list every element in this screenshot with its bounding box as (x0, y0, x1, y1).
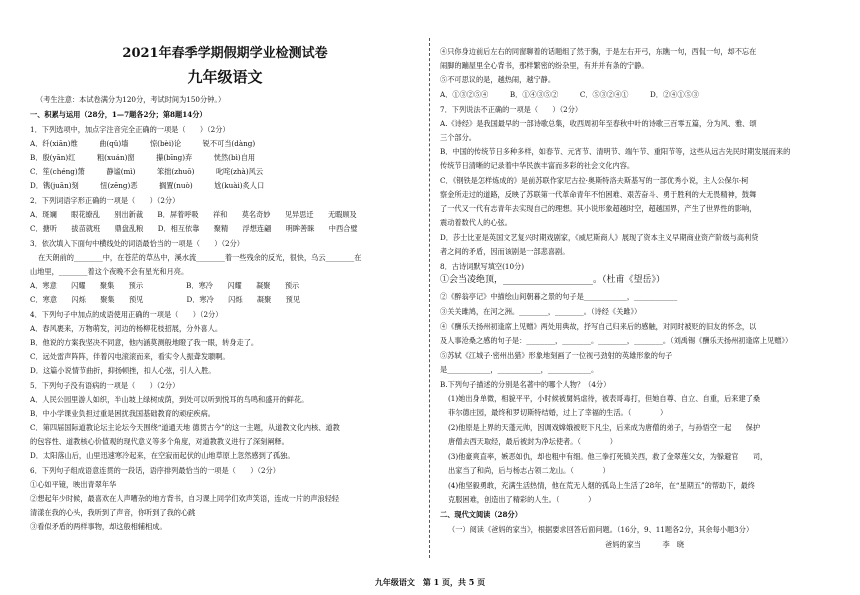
text-line: A．寒意 闪耀 聚集 预示 B．寒冷 闪耀 凝聚 预示 (30, 281, 300, 290)
text-line: ④《酬乐天扬州初逢席上见赠》两处用典故，抒写自己归来后的感触，对同时被贬的旧友的怀念，以 (440, 322, 757, 331)
text-line: 出家当了和尚，后与杨志占领二龙山。（ ） (448, 466, 610, 475)
text-line: C．寒意 闪烁 聚集 预见 D．寒冷 闪烁 凝聚 预见 (30, 295, 301, 304)
text-line: ①心如平镜，映出青翠年华 (30, 480, 117, 489)
text-line: B.下列句子描述的分别是名著中的哪个人物？（4分） (440, 380, 611, 389)
text-line: B．中国的传统节日多种多样，如春节、元宵节、清明节、端午节、重阳节等，这些从远古先民时期发展而来的 (440, 147, 791, 156)
text-line: D．这篇小说情节曲折，抑扬顿挫，扣人心弦，引人入胜。 (30, 366, 216, 375)
text-line: A．纤(xiān)维 曲(qǔ)墙 惊(bèi)论 锐不可当(dàng) (30, 139, 256, 148)
text-line: (4)他坚毅勇敢，充满生活热情，他在荒无人烟的孤岛上生活了28年，在“星期五”的帮助下，最终 (448, 481, 755, 490)
text-line: ④只你身边前后左右的同窗聊着的话题组了然于胸，于是左右开弓，东瞧一句，西侃一句，却不忘在 (440, 47, 757, 56)
text-line: ①会当凌绝顶，____________________。（杜甫《望岳》） (440, 275, 666, 285)
text-line: D．镌(juān)刻 忸(zēng)恶 搁置(nuò) 尬(kuài)炙人口 (30, 181, 265, 190)
text-line: C．《钢铁是怎样炼成的》是前苏联作家尼古拉·奥斯特洛夫斯基写的一部优秀小说，主人公保尔·柯 (440, 176, 749, 185)
text-line: ⑤苏轼《江城子·密州出猎》形象地刻画了一位视弓劲射的英雄形象的句子 (440, 351, 673, 360)
text-line: (1)她出身单微，相貌平平，小时候被舅妈虐待，被表哥毒打，但她自尊、自立、自重，后来建了桑 (448, 394, 761, 403)
exam-title: 2021年春季学期假期学业检测试卷 (122, 46, 328, 61)
text-line: （考生注意：本试卷满分为120分，考试时间为150分钟。） (36, 95, 226, 104)
text-line: 4．下列句子中加点的成语使用正确的一项是（ ）（2分） (30, 310, 223, 319)
text-line: ②《醉翁亭记》中描绘山间朝暮之景的句子是____________，____________ (440, 292, 678, 301)
text-line: ⑤不可思议的是，越热闹，越宁静。 (440, 75, 556, 84)
text-line: 爸妈的家当 李 晓 (605, 540, 685, 549)
text-line: ②想起年少时候，最喜欢在人声嘈杂的地方背书，自习课上同学们欢声笑语，连成一片的声浪轻轻 (30, 494, 340, 503)
text-line: 8．古诗词默写填空(10分) (440, 262, 525, 271)
page-footer: 九年级语文 第 1 页，共 5 页 (374, 577, 486, 587)
text-line: （一）阅读《爸妈的家当》，根据要求回答后面问题。（16分，9、11题各2分，其余每小题3分） (448, 525, 754, 534)
text-line: 震动着数代人的心弦。 (440, 218, 512, 227)
text-line: D．莎士比亚是英国文艺复兴时期戏剧家，《威尼斯商人》展现了资本主义早期商业资产阶级与高利贷 (440, 233, 759, 242)
text-line: (2)他原是上界的天蓬元帅，因调戏嫦娥被贬下凡尘，后来成为唐僧的弟子，与孙悟空一起 保护 (448, 423, 761, 432)
text-line: 者之间的矛盾，因而该剧是一部悲喜剧。 (440, 247, 570, 256)
text-line: 2．下列词语字形正确的一项是（ ）（2分） (30, 196, 180, 205)
text-line: 5．下列句子没有语病的一项是（ ）（2分） (30, 381, 180, 390)
text-line: B．他说的方案我坚决不同意，他内涵莫测般地瞪了我一眼，转身走了。 (30, 338, 259, 347)
text-line: A．①③②⑤④ B．①④③⑤② C．⑤③②④① D．②④①⑤③ (440, 90, 699, 99)
text-line: C．第四届国际道教论坛主论坛今天围绕“道通天地 德贯古今”的这一主题，从道教文化内核、道教 (30, 423, 340, 432)
text-line: 清漾在我的心头，我听到了声音，你听到了我的心跳 (30, 508, 196, 517)
text-line: 唐僧去西天取经，最后被封为净坛使者。（ ） (448, 437, 617, 446)
text-line: 1．下列选项中，加点字注音完全正确的一项是（ ）（2分） (30, 125, 230, 134)
text-line: 二、现代文阅读（28分） (440, 510, 522, 519)
text-line: (3)他豪爽直率，嫉恶如仇，却也粗中有细。他三拳打死镇关西，救了金翠莲父女，为躲避官 司， (448, 452, 768, 461)
text-line: 及人事沧桑之感的句子是：________，________。________，________。（刘禹锡《酬乐天扬州初逢席上见赠》） (440, 336, 793, 345)
exam-subject: 九年级语文 (187, 68, 263, 86)
text-line: ③看似矛盾的两样事物，却这般相辅相成。 (30, 522, 167, 531)
text-line: 3．依次填入下面句中横线处的词语最恰当的一项是（ ）（2分） (30, 239, 244, 248)
text-line: 是____________，____________，____________。 (440, 365, 599, 374)
text-line: C．笙(chéng)箫 静谧(mì) 笨拙(zhuō) 叱咤(zhà)风云 (30, 167, 264, 176)
text-line: C．搪听 拔苗就班 鼎盘乱粮 D．相互依靠 聚精 浮想连翩 明眸善睐 中西合璧 (30, 224, 358, 233)
text-line: 在天朗前的________中，在苍茫的草丛中，溪水流________着一些残余的反光，很快，乌云________在 (38, 253, 362, 262)
text-line: ③关关雎鸠，在河之洲。________，________。（诗经《关雎》） (440, 307, 642, 316)
text-line: 菲尔德庄园，最终和罗切斯特结婚，过上了幸福的生活。（ ） (448, 408, 668, 417)
text-line: A．春风裹来，万物萌发，河边的杨柳花枝招展，分外喜人。 (30, 324, 223, 333)
text-line: 传统节日清晰的记录着中华民族丰富而多彩的社会文化内容。 (440, 161, 635, 170)
text-line: A.《诗经》是我国最早的一部诗歌总集，收西周初年至春秋中叶的诗歌三百零五篇，分为风、雅、颂 (440, 119, 757, 128)
text-line: 山地里，________着这个夜晚不会有星光和月亮。 (30, 267, 189, 276)
text-line: 克服困难，创造出了精彩的人生。（ ） (448, 495, 596, 504)
text-line: 一、积累与运用（28分，1—7题各2分；第8题14分） (30, 110, 207, 119)
text-line: 了一代又一代有志青年去实现自己的理想。其小说形象超越时空，超越国界，产生了世界性的影响， (440, 204, 757, 213)
text-line: 6．下列句子组成语意连贯的一段话，语序排列最恰当的一项是（ ）（2分） (30, 466, 280, 475)
text-line: D．太阳落山后，山里迅速寒冷起来，在空寂而起伏的山地草原上忽然感到了孤独。 (30, 451, 295, 460)
column-divider (429, 38, 430, 558)
text-line: A．斑斓 眼花缭乱 别出新裁 B．屏着呼吸 祥和 莫名奇妙 见异思迁 无暇顾及 (30, 210, 357, 219)
text-line: B．殷(yān)红 粗(xuán)窗 攥(bīng)弃 恍然(bì)自用 (30, 153, 256, 162)
text-line: B．中小学课业负担过重是困扰我国基础教育的顽症疾病。 (30, 409, 215, 418)
text-line: 三个部分。 (440, 133, 476, 142)
text-line: 察金所走过的道路，反映了苏联第一代革命青年不怕困难、艰苦奋斗、勇于胜利的大无畏精神，鼓舞 (440, 190, 757, 199)
text-line: 7．下列说法不正确的一项是（ ）（2分） (440, 105, 583, 114)
text-line: C．远处雷声阵阵，伴着闪电滚滚而来，看实令人振聋发聩啊。 (30, 352, 230, 361)
text-line: A．人民公园里游人如织，半山坡上绿树成荫，到处可以听到悦耳的鸟鸣和盛开的鲜花。 (30, 395, 309, 404)
text-line: 闹脚的蹦屋里全心背书，那样繁密的纷杂里，有并并有条的宁静。 (440, 61, 649, 70)
text-line: 的包容性、道教核心价值观的现代意义等多个角度，对道教教义进行了深刻阐释。 (30, 437, 289, 446)
